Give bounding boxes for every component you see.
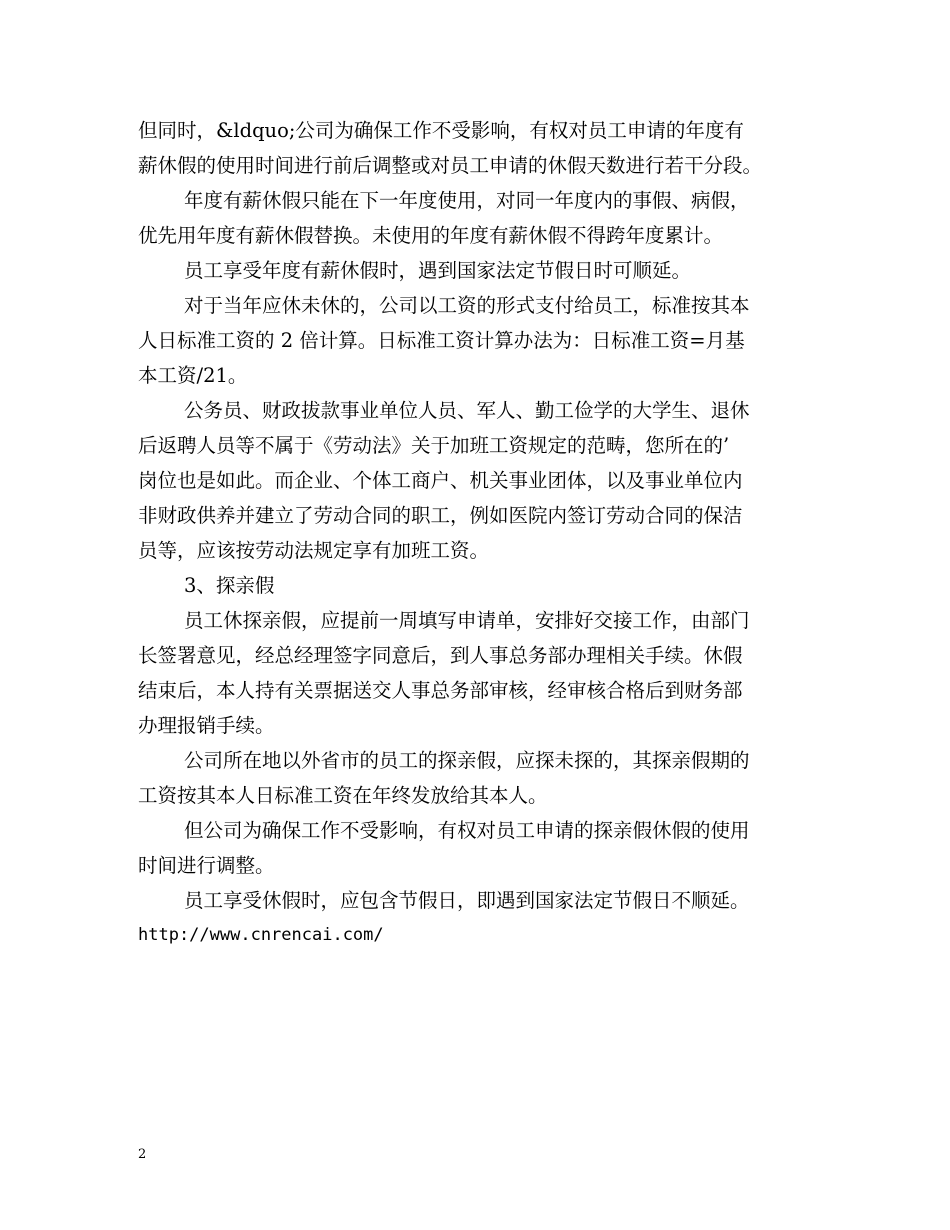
text-line: 但同时，&ldquo;公司为确保工作不受影响，有权对员工申请的年度有	[138, 119, 744, 142]
source-url: http://www.cnrencai.com/	[138, 925, 384, 945]
text-line: 办理报销手续。	[138, 714, 275, 737]
text-line: 结束后，本人持有关票据送交人事总务部审核，经审核合格后到财务部	[138, 679, 743, 702]
text-line: 优先用年度有薪休假替换。未使用的年度有薪休假不得跨年度累计。	[138, 224, 724, 247]
text-line: 公务员、财政拔款事业单位人员、军人、勤工俭学的大学生、退休	[184, 399, 750, 422]
text-line: 员工享受年度有薪休假时，遇到国家法定节假日时可顺延。	[184, 259, 692, 282]
text-line: 时间进行调整。	[138, 854, 275, 877]
text-line: 员工休探亲假，应提前一周填写申请单，安排好交接工作，由部门	[184, 609, 750, 632]
body-text	[138, 113, 828, 953]
text-line: 人日标准工资的 2 倍计算。日标准工资计算办法为：日标准工资=月基	[138, 329, 745, 352]
text-line: 非财政供养并建立了劳动合同的职工，例如医院内签订劳动合同的保洁	[138, 504, 743, 527]
page-number: 2	[138, 1147, 147, 1162]
text-line: 但公司为确保工作不受影响，有权对员工申请的探亲假休假的使用	[184, 819, 750, 842]
text-line: 员等，应该按劳动法规定享有加班工资。	[138, 539, 490, 562]
text-line: 对于当年应休未休的，公司以工资的形式支付给员工，标准按其本	[184, 294, 750, 317]
text-line: 年度有薪休假只能在下一年度使用，对同一年度内的事假、病假，	[184, 189, 750, 212]
text-line: 岗位也是如此。而企业、个体工商户、机关事业团体，以及事业单位内	[138, 469, 743, 492]
text-line: 公司所在地以外省市的员工的探亲假，应探未探的，其探亲假期的	[184, 749, 750, 772]
text-line: 员工享受休假时，应包含节假日，即遇到国家法定节假日不顺延。	[184, 889, 750, 912]
text-line: 长签署意见，经总经理签字同意后，到人事总务部办理相关手续。休假	[138, 644, 743, 667]
text-line: 工资按其本人日标准工资在年终发放给其本人。	[138, 784, 548, 807]
text-line: 后返聘人员等不属于《劳动法》关于加班工资规定的范畴，您所在的’	[138, 434, 730, 457]
text-line: 本工资/21。	[138, 364, 248, 387]
text-line: 薪休假的使用时间进行前后调整或对员工申请的休假天数进行若干分段。	[138, 154, 763, 177]
section-heading: 3、探亲假	[184, 574, 275, 597]
